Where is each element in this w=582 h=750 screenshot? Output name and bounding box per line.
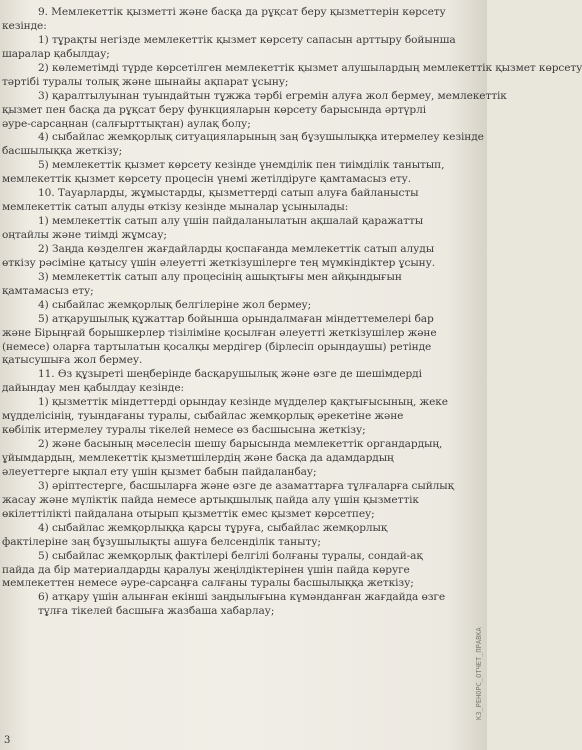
text-line: тәртібі туралы толық және шынайы ақпарат ұсыну;: [2, 75, 289, 88]
text-line: дайындау мен қабылдау кезінде:: [2, 382, 184, 395]
text-line: 10. Тауарларды, жұмыстарды, қызметтерді сатып алуға байланысты: [38, 187, 419, 200]
text-line: кезінде:: [2, 19, 47, 32]
text-line: 2) Заңда көзделген жағдайларды қоспағанда мемлекеттік сатып алуды: [38, 242, 435, 255]
text-line: мүдделісінің, туындағаны туралы, сыбайлас жемқорлық әрекетіне және: [2, 410, 404, 423]
text-line: көбілік итермелеу туралы тікелей немесе өз басшысына жеткізу;: [2, 424, 366, 437]
text-line: 9. Мемлекеттік қызметті және басқа да рұқсат беру қызметтерін көрсету: [38, 6, 446, 18]
text-line: ұйымдардың, мемлекеттік қызметшілердің және басқа да адамдардың: [2, 452, 394, 464]
text-line: әуре-сарсаңнан (салғырттықтан) аулақ болу;: [2, 117, 251, 130]
text-line: 4) сыбайлас жемқорлық белгілеріне жол бермеу;: [38, 298, 312, 311]
text-line: 1) мемлекеттік сатып алу үшін пайдаланылатын ақшалай қаражатты: [38, 215, 424, 228]
text-line: жасау және мүліктік пайда немесе артықшылық пайда алу үшін қызметтік: [2, 493, 419, 506]
text-line: фактілеріне заң бұзушылықты ашуға белсенділік таныту;: [2, 535, 321, 548]
text-line: әлеуеттерге ықпал ету үшін қызмет бабын пайдаланбау;: [2, 465, 317, 478]
text-line: мемлекеттік қызмет көрсету процесін үнемі жетілдіруге қамтамасыз ету.: [2, 173, 412, 186]
text-line: өкілеттілікті пайдалана отырып қызметтік емес қызмет көрсетпеу;: [2, 507, 375, 520]
text-line: 5) мемлекеттік қызмет көрсету кезінде үнемділік пен тиімділік танытып,: [38, 159, 445, 172]
text-line: 1) қызметтік міндеттерді орындау кезінде мүдделер қақтығысының, жеке: [38, 396, 448, 409]
text-line: 3) қаралтылуынан туындайтын тұжжа тәрбі егремін алуға жол бермеу, мемлекеттік: [38, 89, 507, 102]
margin-note: КЗ_РЕНОРС_ОТЧЕТ_ПРАВКА: [475, 627, 483, 720]
text-line: қамтамасыз ету;: [2, 284, 94, 297]
text-line: тұлға тікелей басшыға жазбаша хабарлау;: [38, 605, 275, 618]
text-line: қатысушыға жол бермеу.: [2, 354, 143, 367]
text-line: 4) сыбайлас жемқорлыққа қарсы тұруға, сыбайлас жемқорлық: [38, 521, 388, 534]
text-line: қызмет пен басқа да рұқсат беру функцияларын көрсету барысында әртүрлі: [2, 103, 426, 116]
text-line: 2) көлеметімді түрде көрсетілген мемлекеттік қызмет алушылардың мемлекеттік қызмет көрсету: [38, 61, 582, 74]
text-line: 4) сыбайлас жемқорлық ситуацияларының заң бұзушылыққа итермелеу кезінде: [38, 131, 484, 144]
text-line: шаралар қабылдау;: [2, 47, 110, 60]
text-line: (немесе) оларға тартылатын қосалқы мердігер (бірлесіп орындаушы) ретінде: [2, 340, 432, 353]
page-number: 3: [4, 735, 11, 746]
text-line: 3) мемлекеттік сатып алу процесінің ашықтығы мен айқындығын: [38, 270, 402, 283]
text-line: оңтайлы және тиімді жұмсау;: [2, 229, 167, 241]
text-line: мемлекеттен немесе әуре-сарсаңға салғаны туралы басшылыққа жеткізу;: [2, 577, 414, 590]
text-line: пайда да бір материалдарды қаралуы жеңілдіктерінен үшін пайда көруге: [2, 563, 410, 576]
text-line: 3) әріптестерге, басшыларға және өзге де азаматтарға тұлғаларға сыйлық: [38, 479, 454, 492]
document-body: [2, 6, 582, 619]
text-line: өткізу рәсіміне қатысу үшін әлеуетті жеткізушілерге тең мүмкіндіктер ұсыну.: [2, 256, 436, 269]
text-line: 5) атқарушылық құжаттар бойынша орындалмаған міндеттемелері бар: [38, 312, 434, 325]
text-line: мемлекеттік сатып алуды өткізу кезінде мыналар ұсынылады:: [2, 201, 349, 214]
text-line: 6) атқару үшін алынған екінші заңдылығына күмәнданған жағдайда өзге: [38, 591, 446, 604]
text-line: 1) тұрақты негізде мемлекеттік қызмет көрсету сапасын арттыру бойынша: [38, 33, 456, 46]
text-line: және Бірыңғай борышкерлер тізіліміне қосылған әлеуетті жеткізушілер және: [2, 326, 437, 339]
text-line: 2) және басының мәселесін шешу барысында мемлекеттік органдардың,: [38, 438, 443, 451]
text-line: 11. Өз құзыреті шеңберінде басқарушылық және өзге де шешімдерді: [38, 368, 422, 381]
text-line: басшылыққа жеткізу;: [2, 145, 123, 158]
text-line: 5) сыбайлас жемқорлық фактілері белгілі болғаны туралы, сондай-ақ: [38, 549, 423, 562]
